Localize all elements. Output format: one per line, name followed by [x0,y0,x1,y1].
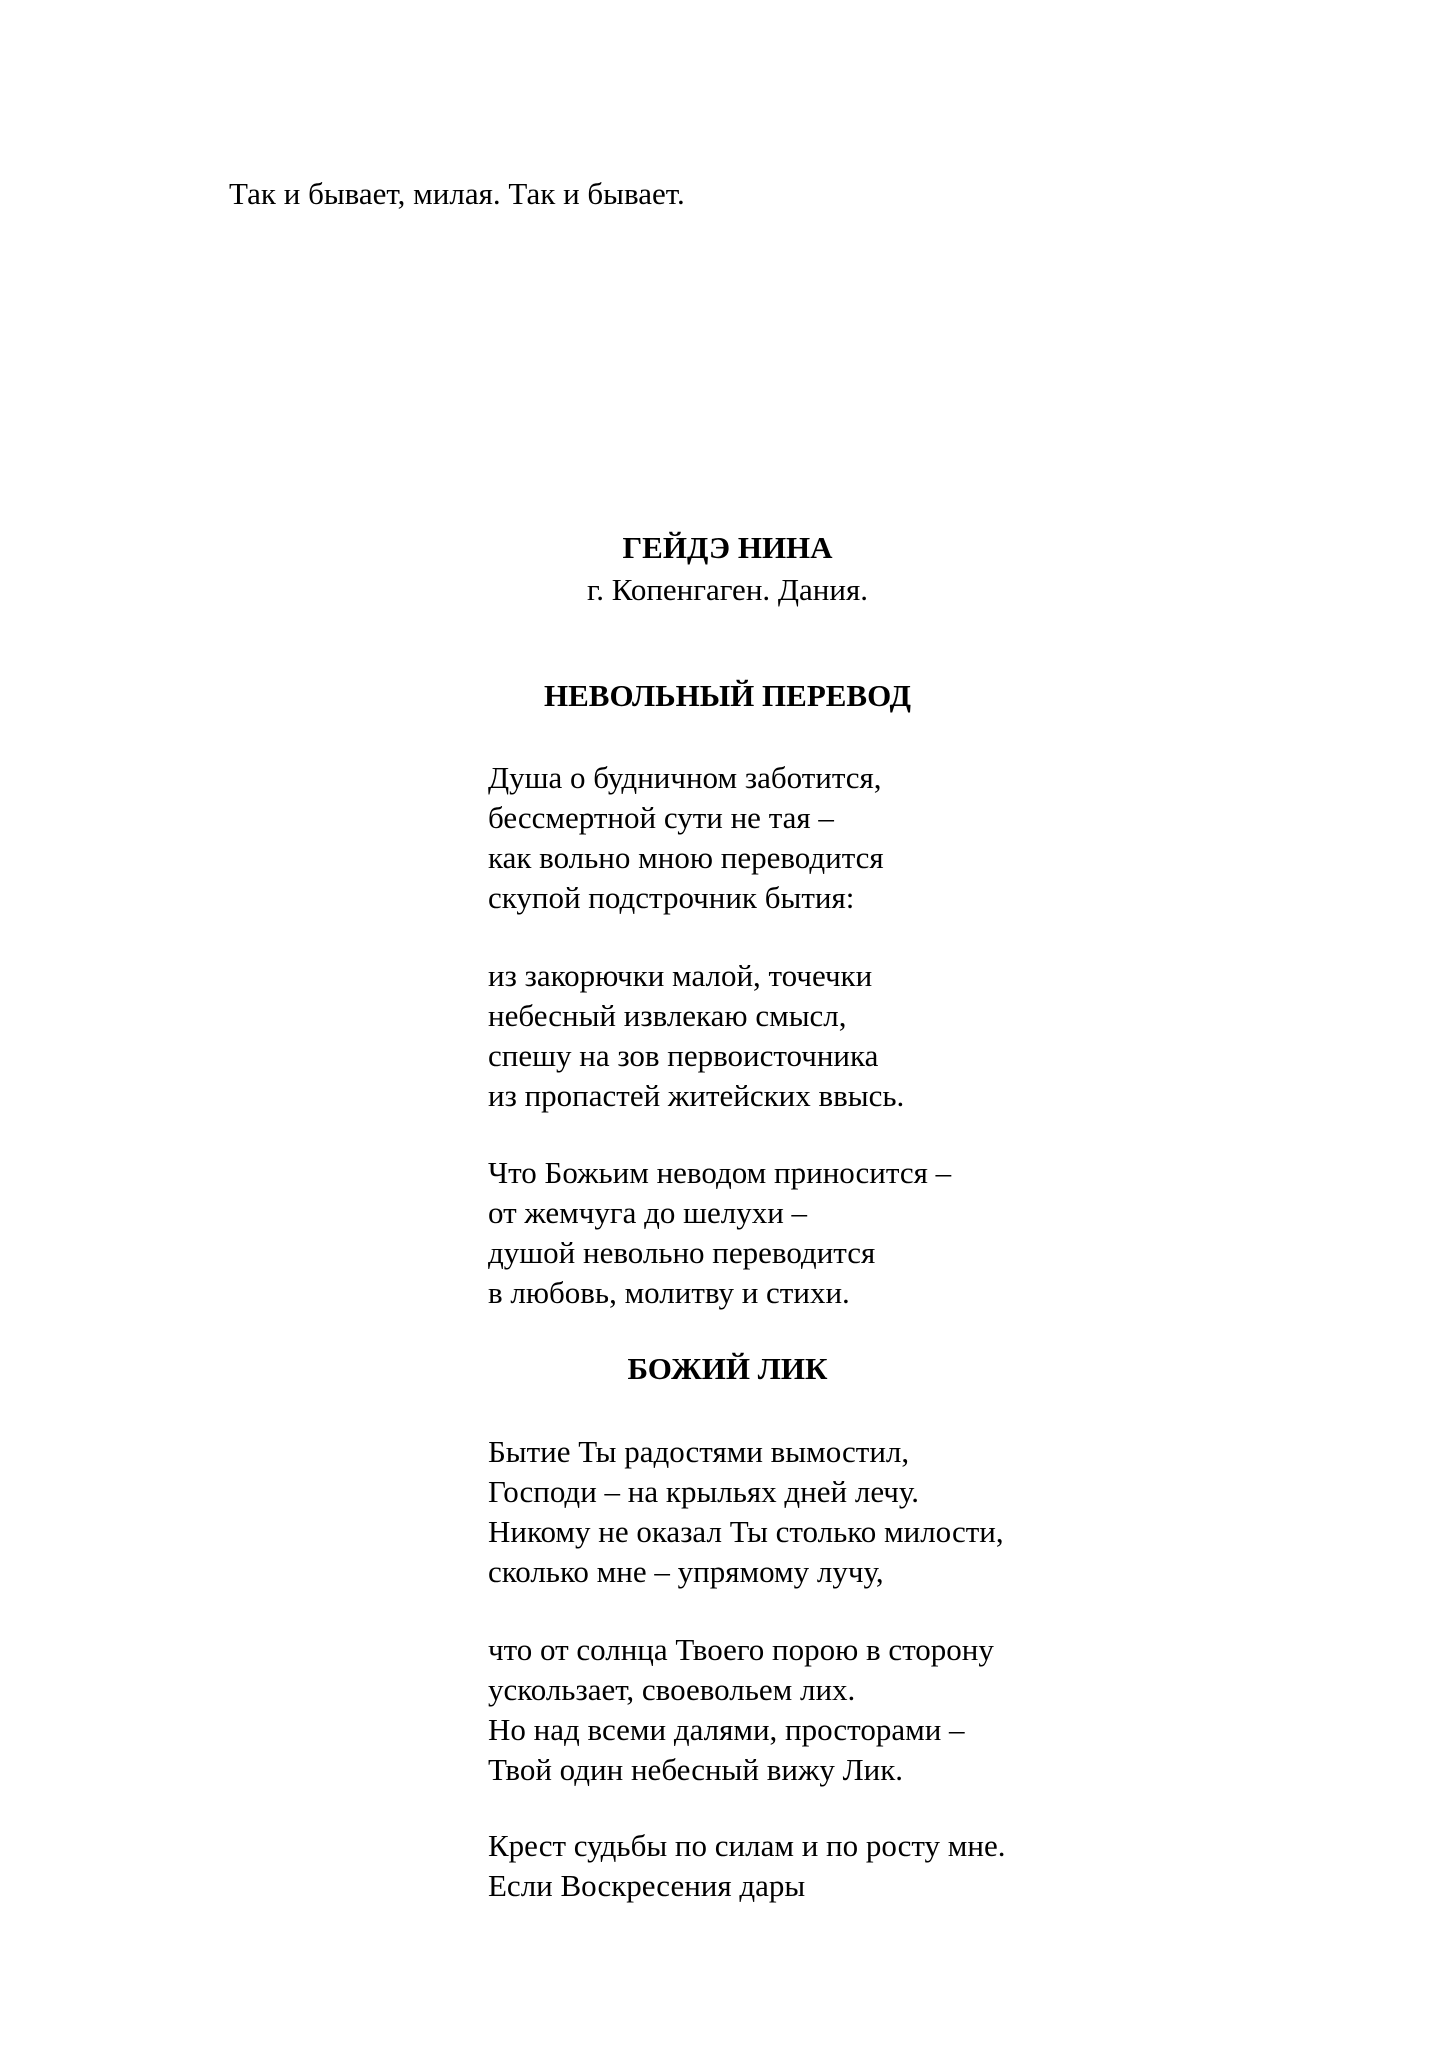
verse-line: Никому не оказал Ты столько милости, [488,1514,1004,1549]
poem-1-stanza-3 [488,1153,951,1313]
verse-line: небесный извлекаю смысл, [488,998,847,1033]
verse-line: в любовь, молитву и стихи. [488,1275,850,1310]
poem-1-stanza-2 [488,956,904,1116]
verse-line: Но над всеми далями, просторами – [488,1712,965,1747]
author-location: г. Копенгаген. Дания. [586,572,868,607]
poem-2-stanza-3 [488,1826,1006,1906]
previous-poem-closing-line: Так и бывает, милая. Так и бывает. [229,176,685,211]
verse-line: Крест судьбы по силам и по росту мне. [488,1828,1006,1863]
verse-line: ускользает, своевольем лих. [488,1672,856,1707]
verse-line: что от солнца Твоего порою в сторону [488,1632,994,1667]
verse-line: сколько мне – упрямому лучу, [488,1554,884,1589]
verse-line: Если Воскресения дары [488,1868,806,1903]
author-name: ГЕЙДЭ НИНА [622,530,833,565]
verse-line: Что Божьим неводом приносится – [488,1155,952,1190]
verse-line: скупой подстрочник бытия: [488,880,855,915]
verse-line: Душа о будничном заботится, [488,760,882,795]
poem-2-stanza-1 [488,1432,1004,1592]
verse-line: спешу на зов первоисточника [488,1038,879,1073]
poem-title-bozhiy-lik: БОЖИЙ ЛИК [627,1351,828,1386]
verse-line: от жемчуга до шелухи – [488,1195,808,1230]
poem-1-stanza-1 [488,758,884,918]
verse-line: как вольно мною переводится [488,840,884,875]
verse-line: Бытие Ты радостями вымостил, [488,1434,910,1469]
verse-line: из закорючки малой, точечки [488,958,873,993]
verse-line: душой невольно переводится [488,1235,876,1270]
poem-2-stanza-2 [488,1630,994,1790]
verse-line: Господи – на крыльях дней лечу. [488,1474,920,1509]
verse-line: из пропастей житейских ввысь. [488,1078,905,1113]
verse-line: Твой один небесный вижу Лик. [488,1752,904,1787]
verse-line: бессмертной сути не тая – [488,800,834,835]
poem-title-nevolny-perevod: НЕВОЛЬНЫЙ ПЕРЕВОД [543,678,912,713]
